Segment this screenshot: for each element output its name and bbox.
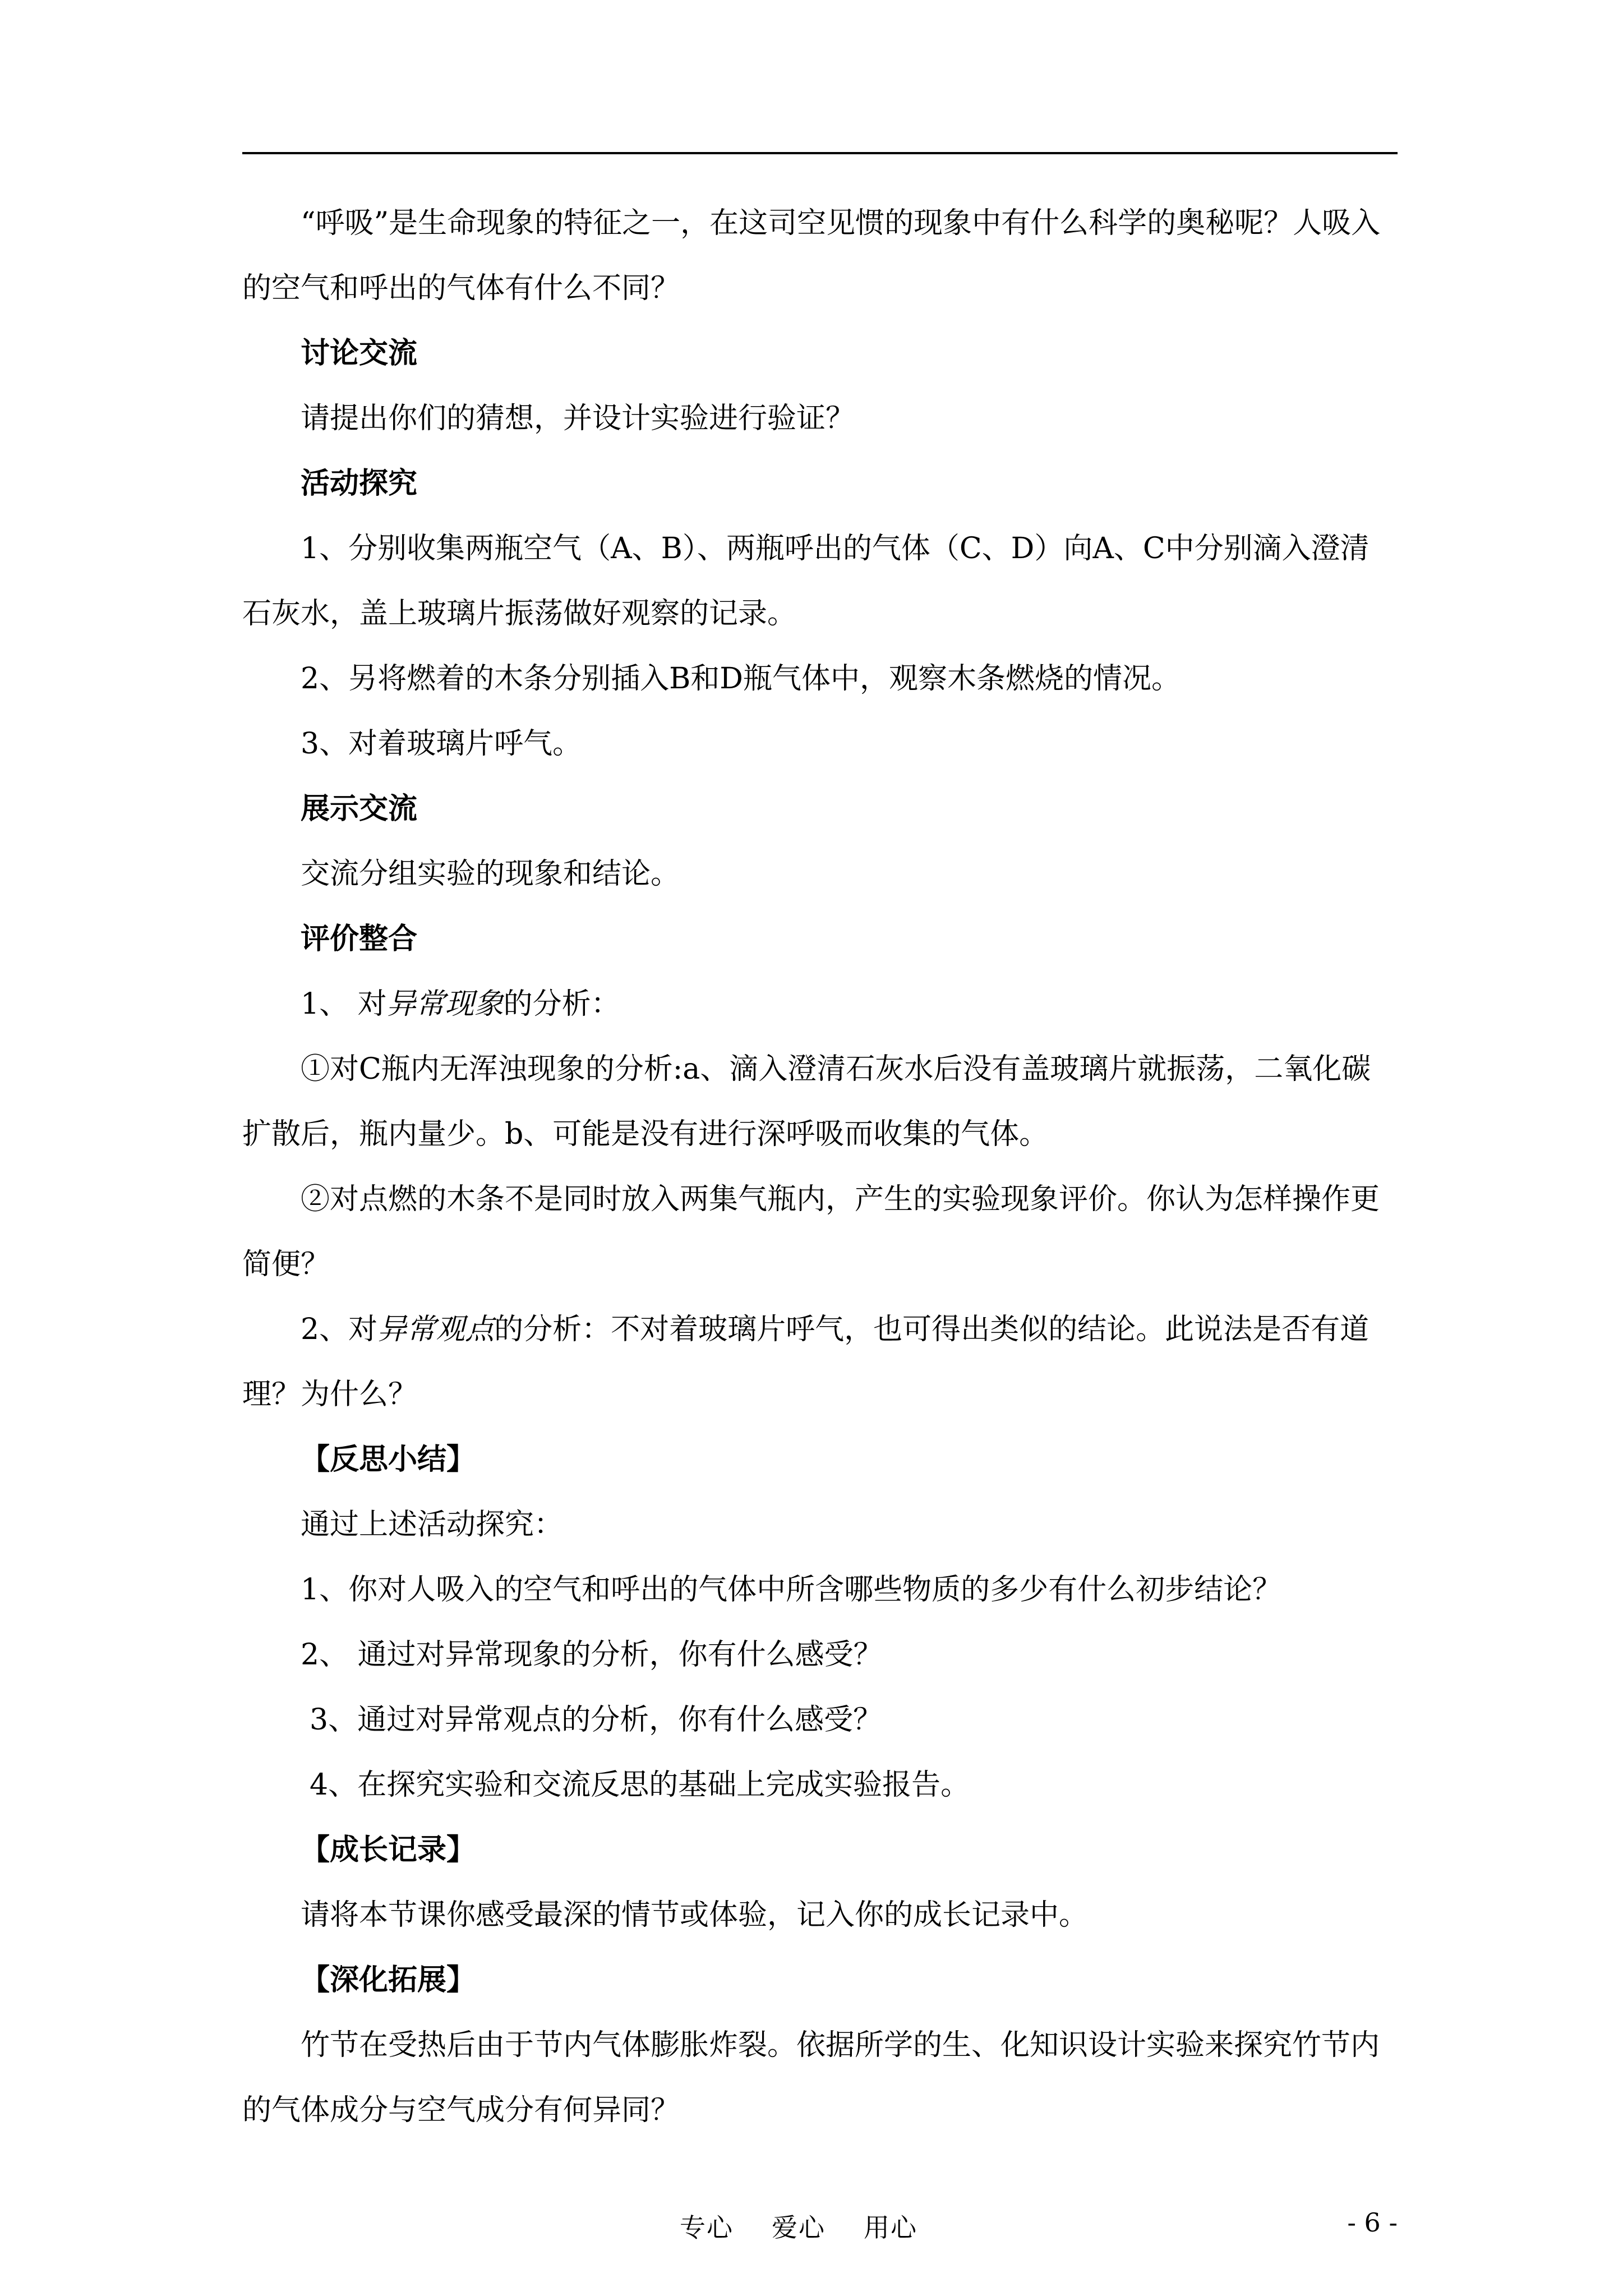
- activity-step-2: 2、另将燃着的木条分别插入B和D瓶气体中，观察木条燃烧的情况。: [301, 662, 1181, 696]
- footer-motto-3: 用心: [864, 2212, 917, 2243]
- heading-growth-record: 【成长记录】: [301, 1833, 476, 1867]
- document-body: [242, 191, 1398, 2143]
- page-footer: [0, 2207, 1623, 2247]
- heading-extension: 【深化拓展】: [301, 1963, 476, 1997]
- extension-text: 竹节在受热后由于节内气体膨胀炸裂。依据所学的生、化知识设计实验来探究竹节内的气体成分与空气成分有何异同？: [242, 2028, 1380, 2127]
- footer-motto-1: 专心: [680, 2212, 734, 2243]
- evaluation-item-1-prefix: 1、 对: [301, 987, 387, 1021]
- reflection-item-4: 4、在探究实验和交流反思的基础上完成实验报告。: [310, 1768, 970, 1802]
- growth-record-text: 请将本节课你感受最深的情节或体验，记入你的成长记录中。: [301, 1898, 1089, 1932]
- heading-discussion: 讨论交流: [301, 336, 418, 370]
- heading-evaluation: 评价整合: [301, 922, 418, 956]
- heading-presentation: 展示交流: [301, 792, 418, 826]
- evaluation-item-1: [242, 972, 1398, 1037]
- presentation-text: 交流分组实验的现象和结论。: [301, 857, 680, 891]
- evaluation-analysis-a: ①对C瓶内无浑浊现象的分析:a、滴入澄清石灰水后没有盖玻璃片就振荡，二氧化碳扩散后，瓶内量少。b、可能是没有进行深呼吸而收集的气体。: [242, 1052, 1371, 1151]
- heading-reflection: 【反思小结】: [301, 1442, 476, 1476]
- page-number: - 6 -: [1347, 2207, 1398, 2238]
- evaluation-item-2-prefix: 2、对: [301, 1313, 378, 1346]
- activity-step-3: 3、对着玻璃片呼气。: [301, 727, 582, 761]
- intro-paragraph: “呼吸”是生命现象的特征之一，在这司空见惯的现象中有什么科学的奥秘呢？人吸入的空气和呼出的气体有什么不同？: [242, 206, 1381, 305]
- reflection-intro: 通过上述活动探究：: [301, 1508, 564, 1542]
- activity-step-1: 1、分别收集两瓶空气（A、B）、两瓶呼出的气体（C、D）向A、C中分别滴入澄清石灰水，盖上玻璃片振荡做好观察的记录。: [242, 532, 1370, 631]
- header-rule: [242, 152, 1398, 154]
- evaluation-item-1-suffix: 的分析：: [503, 987, 620, 1021]
- reflection-item-3: 3、通过对异常观点的分析，你有什么感受？: [310, 1703, 883, 1737]
- footer-motto-2: 爱心: [772, 2212, 826, 2243]
- evaluation-item-2-emphasis: 异常观点: [377, 1313, 495, 1346]
- evaluation-analysis-b: ②对点燃的木条不是同时放入两集气瓶内，产生的实验现象评价。你认为怎样操作更简便？: [242, 1182, 1380, 1281]
- reflection-item-2: 2、 通过对异常现象的分析，你有什么感受？: [301, 1638, 883, 1672]
- reflection-item-1: 1、你对人吸入的空气和呼出的气体中所含哪些物质的多少有什么初步结论？: [301, 1573, 1282, 1607]
- evaluation-item-2: [242, 1297, 1398, 1427]
- evaluation-item-1-emphasis: 异常现象: [386, 987, 504, 1021]
- footer-motto: [680, 2207, 956, 2244]
- heading-activity: 活动探究: [301, 466, 418, 500]
- evaluation-item-2-suffix: 的分析：不对着玻璃片呼气，也可得出类似的结论。此说法是否有道理？为什么？: [242, 1313, 1370, 1411]
- discussion-text: 请提出你们的猜想，并设计实验进行验证？: [301, 402, 855, 435]
